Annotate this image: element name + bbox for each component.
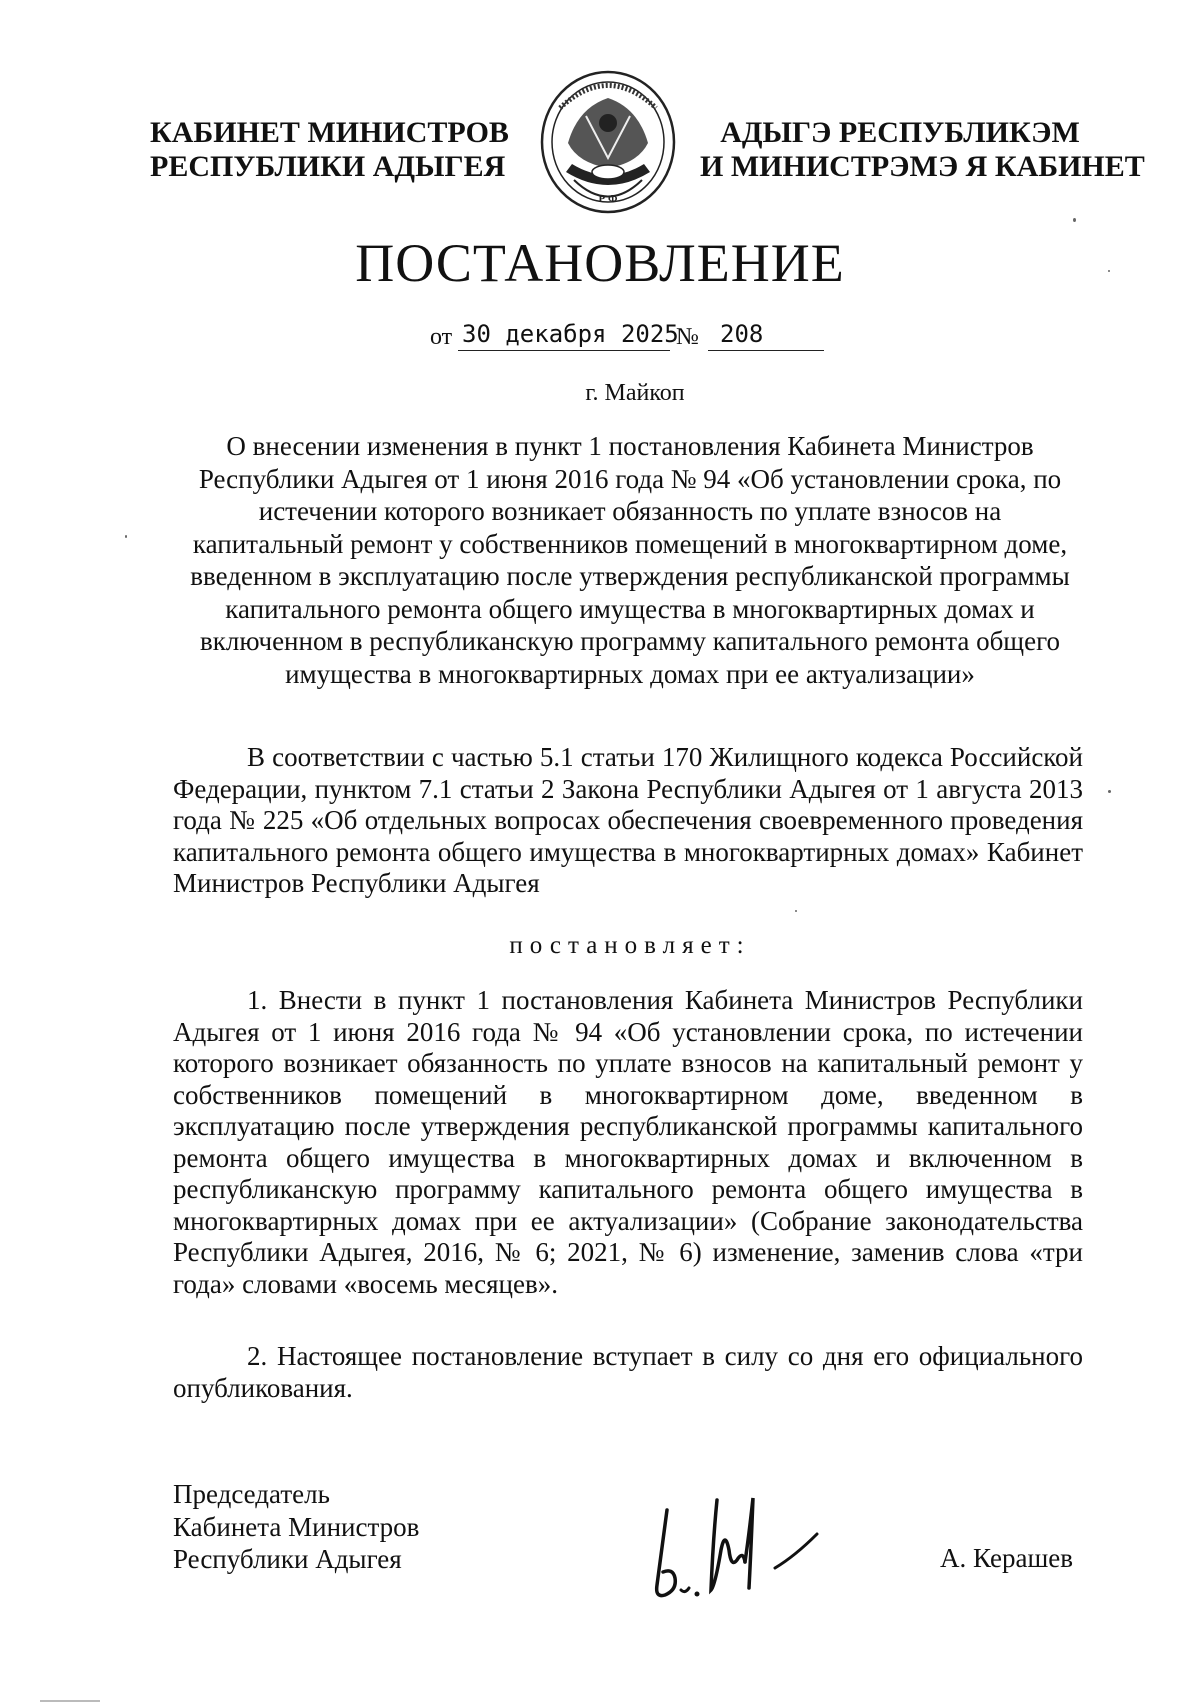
scan-speck (1108, 790, 1111, 793)
scan-edge-mark (40, 1700, 100, 1702)
svg-text:Р Ф: Р Ф (598, 193, 618, 205)
signer-name: А. Керашев (940, 1543, 1073, 1573)
header-left (150, 116, 509, 184)
scan-speck (1108, 270, 1110, 272)
header-right-line1: АДЫГЭ РЕСПУБЛИКЭМ (720, 116, 1080, 149)
city: г. Майкоп (585, 380, 685, 406)
position-line1: Председатель (173, 1479, 330, 1509)
scan-speck (125, 535, 127, 538)
document-number: 208 (720, 320, 764, 348)
number-underline (708, 350, 824, 351)
date-number-line (430, 320, 830, 356)
decree-word: постановляет: (509, 932, 751, 959)
scan-speck (795, 910, 797, 912)
document-date: 30 декабря 2025 (462, 320, 679, 348)
document-subject: О внесении изменения в пункт 1 постановления Кабинета Министров Республики Адыгея от 1 июня 2016 года № 94 «Об установлении срока, по истечении которого возникает обязанность по уплате взносов на капитальный ремонт у собственников помещений в многоквартирном доме, введенном в эксплуатацию после утверждения республиканской программы капитального ремонта общего имущества в многоквартирных домах и включенном в республиканскую программу капитального ремонта общего имущества в многоквартирных домах при ее актуализации» (190, 431, 1070, 689)
item-2-paragraph: 2. Настоящее постановление вступает в силу со дня его официального опубликования. (173, 1341, 1083, 1403)
position-line3: Республики Адыгея (173, 1544, 402, 1574)
header-left-line2: РЕСПУБЛИКИ АДЫГЕЯ (150, 150, 506, 183)
scan-speck (1073, 218, 1076, 222)
coat-of-arms-icon (538, 68, 678, 216)
date-prefix: от (430, 324, 453, 350)
handwritten-signature-icon (645, 1490, 845, 1610)
position-line2: Кабинета Министров (173, 1511, 420, 1542)
header-right (700, 116, 1145, 184)
signer-position (173, 1478, 419, 1576)
item-1-paragraph: 1. Внести в пункт 1 постановления Кабинета Министров Республики Адыгея от 1 июня 2016 года № 94 «Об установлении срока, по истечении которого возникает обязанность по уплате взносов на капитальный ремонт у собственников помещений в многоквартирном доме, введенном в эксплуатацию после утверждения республиканской программы капитального ремонта общего имущества в многоквартирных домах и включенном в республиканскую программу капитального ремонта общего имущества в многоквартирных домах при ее актуализации» (Собрание законодательства Республики Адыгея, 2016, № 6; 2021, № 6) изменение, заменив слова «три года» словами «восемь месяцев». (173, 985, 1083, 1299)
header-right-line2: И МИНИСТРЭМЭ Я КАБИНЕТ (700, 150, 1145, 183)
document-title: ПОСТАНОВЛЕНИЕ (355, 233, 845, 293)
preamble-paragraph: В соответствии с частью 5.1 статьи 170 Жилищного кодекса Российской Федерации, пунктом 7.1 статьи 2 Закона Республики Адыгея от 1 августа 2013 года № 225 «Об отдельных вопросах обеспечения своевременного проведения капитального ремонта общего имущества в многоквартирных домах» Кабинет Министров Республики Адыгея (173, 742, 1083, 898)
date-underline (458, 350, 670, 351)
header-left-line1: КАБИНЕТ МИНИСТРОВ (150, 116, 509, 149)
number-prefix: № (676, 324, 699, 350)
